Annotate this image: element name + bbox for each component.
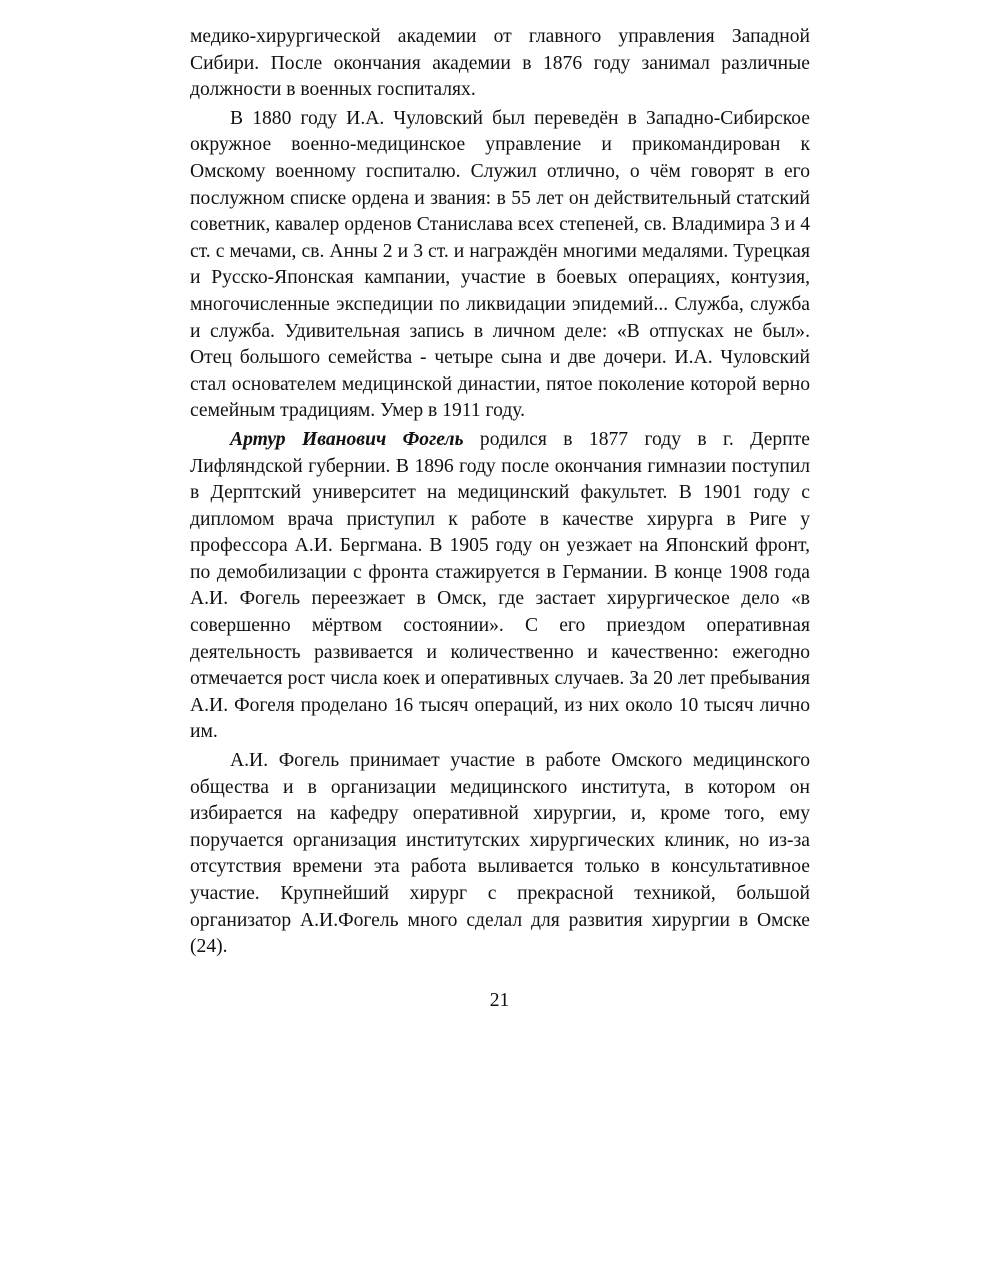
page-number: 21 bbox=[489, 990, 510, 1011]
paragraph-1-text: медико-хирургической академии от главного управления Западной Сибири. После окончания академии в 1876 году занимал различные должности в военных госпиталях. bbox=[190, 26, 810, 101]
paragraph-1 bbox=[190, 24, 810, 104]
paragraph-2-text: В 1880 году И.А. Чуловский был переведён в Западно-Сибирское окружное военно-медицинское управление и прикомандирован к Омскому военному госпиталю. Служил отлично, о чём говорят в его послужном списке ордена и звания: в 55 лет он действительный статский советник, кавалер орденов Станислава всех степеней, св. Владимира 3 и 4 ст. с мечами, св. Анны 2 и 3 ст. и награждён многими медалями. Турецкая и Русско-Японская кампании, участие в боевых операциях, контузия, многочисленные экспедиции по ликвидации эпидемий... Служба, служба и служба. Удивительная запись в личном деле: «В отпусках не был». Отец большого семейства - четыре сына и две дочери. И.А. Чуловский стал основателем медицинской династии, пятое поколение которой верно семейным традициям. Умер в 1911 году. bbox=[190, 107, 810, 422]
paragraph-3 bbox=[190, 427, 810, 746]
paragraph-2 bbox=[190, 106, 810, 425]
paragraph-3-text: родился в 1877 году в г. Дерпте Лифляндской губернии. В 1896 году после окончания гимназии поступил в Дерптский университет на медицинский факультет. В 1901 году с дипломом врача приступил к работе в качестве хирурга в Риге у профессора А.И. Бергмана. В 1905 году он уезжает на Японский фронт, по демобилизации с фронта стажируется в Германии. В конце 1908 года А.И. Фогель переезжает в Омск, где застает хирургическое дело «в совершенно мёртвом состоянии». С его приездом оперативная деятельность развивается и количественно и качественно: ежегодно отмечается рост числа коек и оперативных случаев. За 20 лет пребывания А.И. Фогеля проделано 16 тысяч операций, из них около 10 тысяч лично им. bbox=[190, 428, 810, 743]
paragraph-3-lead-name: Артур Иванович Фогель bbox=[230, 428, 464, 450]
paragraph-4 bbox=[190, 748, 810, 961]
page-body bbox=[190, 24, 810, 963]
paragraph-4-text: А.И. Фогель принимает участие в работе Омского медицинского общества и в организации медицинского института, в котором он избирается на кафедру оперативной хирургии, и, кроме того, ему поручается организация институтских хирургических клиник, но из-за отсутствия времени эта работа выливается только в консультативное участие. Крупнейший хирург с прекрасной техникой, большой организатор А.И.Фогель много сделал для развития хирургии в Омске (24). bbox=[190, 750, 810, 958]
